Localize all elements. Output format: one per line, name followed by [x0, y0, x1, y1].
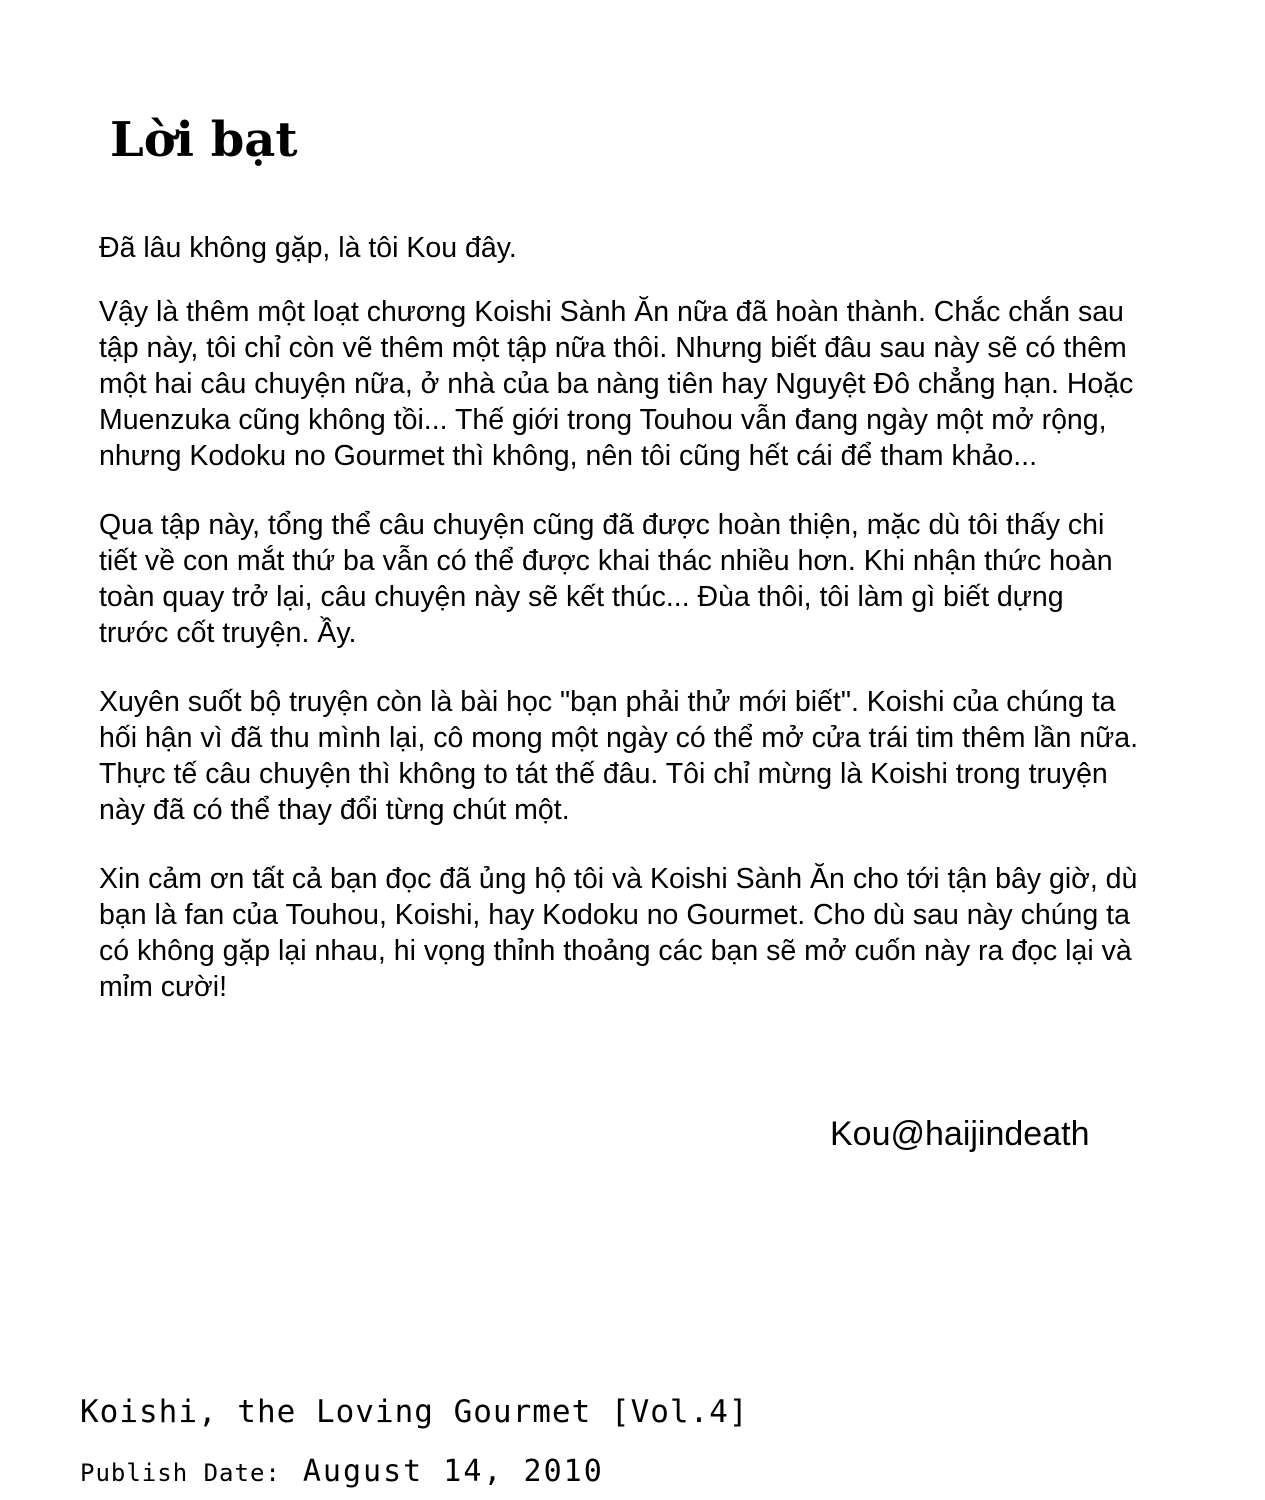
author-signature: Kou@haijindeath — [830, 1115, 1090, 1153]
publish-date-label: Publish Date: — [80, 1459, 281, 1487]
publish-date-value: August 14, 2010 — [302, 1454, 604, 1489]
page-title: Lời bạt — [110, 112, 298, 168]
paragraph-thanks: Xin cảm ơn tất cả bạn đọc đã ủng hộ tôi và Koishi Sành Ăn cho tới tận bây giờ, dù bạn là fan của Touhou, Koishi, hay Kodoku no Gourmet. Cho dù sau này chúng ta có không gặp lại nhau, hi vọng thỉnh thoảng các bạn sẽ mở cuốn này ra đọc lại và mỉm cười! — [99, 863, 1138, 1003]
publish-date-line — [80, 1452, 604, 1496]
paragraph-story-completion: Qua tập này, tổng thể câu chuyện cũng đã được hoàn thiện, mặc dù tôi thấy chi tiết về con mắt thứ ba vẫn có thể được khai thác nhiều hơn. Khi nhận thức hoàn toàn quay trở lại, câu chuyện này sẽ kết thúc... Đùa thôi, tôi làm gì biết dựng trước cốt truyện. Ầy. — [99, 509, 1113, 649]
paragraph-series-status: Vậy là thêm một loạt chương Koishi Sành Ăn nữa đã hoàn thành. Chắc chắn sau tập này, tôi chỉ còn vẽ thêm một tập nữa thôi. Nhưng biết đâu sau này sẽ có thêm một hai câu chuyện nữa, ở nhà của ba nàng tiên hay Nguyệt Đô chẳng hạn. Hoặc Muenzuka cũng không tồi... Thế giới trong Touhou vẫn đang ngày một mở rộng, nhưng Kodoku no Gourmet thì không, nên tôi cũng hết cái để tham khảo... — [99, 296, 1134, 472]
paragraph-greeting: Đã lâu không gặp, là tôi Kou đây. — [99, 232, 517, 264]
afterword-body — [99, 230, 1139, 1038]
paragraph-lesson: Xuyên suốt bộ truyện còn là bài học "bạn phải thử mới biết". Koishi của chúng ta hối hận vì đã thu mình lại, cô mong một ngày có thể mở cửa trái tim thêm lần nữa. Thực tế câu chuyện thì không to tát thế đâu. Tôi chỉ mừng là Koishi trong truyện này đã có thể thay đổi từng chút một. — [99, 686, 1139, 826]
book-title: Koishi, the Loving Gourmet [Vol.4] — [80, 1394, 749, 1430]
